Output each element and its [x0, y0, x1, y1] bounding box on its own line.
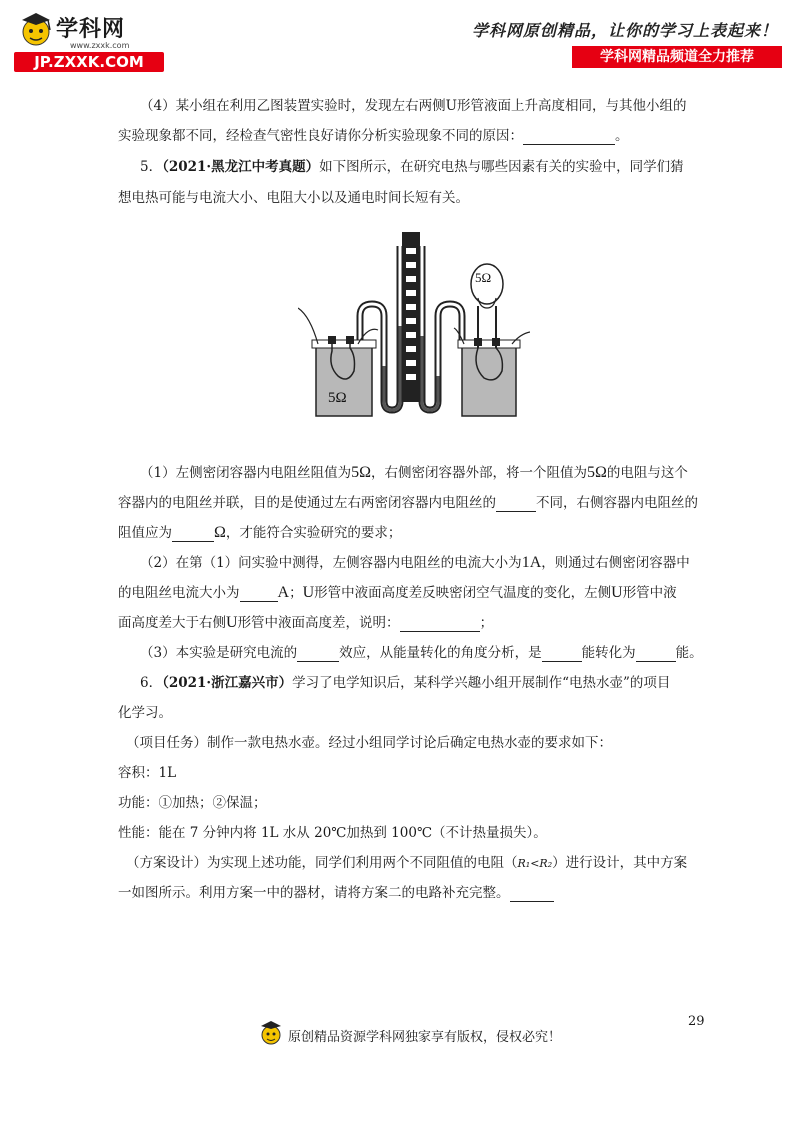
answer-blank[interactable] [172, 527, 214, 542]
left-resistor-label: 5Ω [328, 390, 347, 406]
header-banner: 学科网精品频道全力推荐 [572, 46, 782, 68]
answer-blank[interactable] [523, 130, 615, 145]
logo-domain: www.zxxk.com [70, 41, 130, 50]
logo-text: 学科网 [56, 17, 126, 42]
q5-stem-line-1: 5．（2021·黑龙江中考真题）如下图所示，在研究电热与哪些因素有关的实验中，同学们猜 [140, 159, 684, 175]
q5-part1-line-1: （1）左侧密闭容器内电阻丝阻值为5Ω，右侧密闭容器外部，将一个阻值为5Ω的电阻与这个 [140, 464, 688, 481]
q6-design-line-2: 一如图所示。利用方案一中的器材，请将方案二的电路补充完整。 [118, 884, 554, 902]
header-slogan: 学科网原创精品，让你的学习上表起来！ [471, 21, 778, 40]
q6-design-line-1: （方案设计）为实现上述功能，同学们利用两个不同阻值的电阻（R₁<R₂）进行设计，其中方案 [126, 855, 688, 871]
q5-part2-line-1: （2）在第（1）问实验中测得，左侧容器内电阻丝的电流大小为1A，则通过右侧密闭容器中 [140, 554, 690, 571]
q6-stem-line-1: 6．（2021·浙江嘉兴市）学习了电学知识后，某科学兴趣小组开展制作“电热水壶”的项目 [140, 675, 671, 691]
electric-heat-apparatus-diagram [298, 226, 530, 422]
q5-part1-line-3: 阻值应为 Ω，才能符合实验研究的要求； [118, 524, 402, 541]
page-footer [258, 1018, 588, 1052]
answer-blank[interactable] [297, 647, 339, 662]
q5-stem-line-2: 想电热可能与电流大小、电阻大小以及通电时间长短有关。 [118, 190, 469, 206]
copyright-notice: 原创精品资源学科网独家享有版权，侵权必究！ [288, 1030, 562, 1045]
q6-performance: 性能：能在 7 分钟内将 1L 水从 20℃加热到 100℃（不计热量损失）。 [118, 825, 547, 841]
mascot-icon [16, 10, 56, 52]
question-number: 5． [140, 159, 163, 175]
answer-blank[interactable] [510, 887, 554, 902]
q5-part2-line-3: 面高度差大于右侧U形管中液面高度差，说明： ； [118, 614, 494, 631]
q6-stem-line-2: 化学习。 [118, 705, 172, 721]
question-number: 6． [140, 675, 163, 691]
logo-url-badge: JP.ZXXK.COM [14, 52, 164, 72]
site-logo[interactable] [14, 8, 164, 72]
page-header [0, 0, 800, 80]
answer-blank[interactable] [496, 497, 536, 512]
q6-volume: 容积：1L [118, 765, 177, 781]
right-resistor-label: 5Ω [475, 270, 492, 285]
q4-line-2: 实验现象都不同，经检查气密性良好请你分析实验现象不同的原因： 。 [118, 128, 629, 144]
q6-function: 功能：①加热；②保温； [118, 795, 267, 811]
q5-part3-line: （3）本实验是研究电流的 效应，从能量转化的角度分析，是 能转化为 能。 [140, 645, 703, 661]
answer-blank[interactable] [400, 617, 480, 632]
q4-line-1: （4）某小组在利用乙图装置实验时，发现左右两侧U形管液面上升高度相同，与其他小组的 [140, 98, 687, 114]
q5-part2-line-2: 的电阻丝电流大小为 A；U形管中液面高度差反映密闭空气温度的变化，左侧U形管中液 [118, 584, 677, 601]
question-source: （2021·黑龙江中考真题） [162, 159, 320, 175]
q5-part1-line-2: 容器内的电阻丝并联，目的是使通过左右两密闭容器内电阻丝的 不同，右侧容器内电阻丝的 [118, 495, 698, 511]
mascot-icon [258, 1018, 284, 1048]
page-number: 29 [688, 1014, 705, 1029]
answer-blank[interactable] [636, 647, 676, 662]
q6-task: （项目任务）制作一款电热水壶。经过小组同学讨论后确定电热水壶的要求如下： [126, 735, 612, 751]
answer-blank[interactable] [240, 587, 278, 602]
answer-blank[interactable] [542, 647, 582, 662]
question-source: （2021·浙江嘉兴市） [162, 675, 293, 691]
